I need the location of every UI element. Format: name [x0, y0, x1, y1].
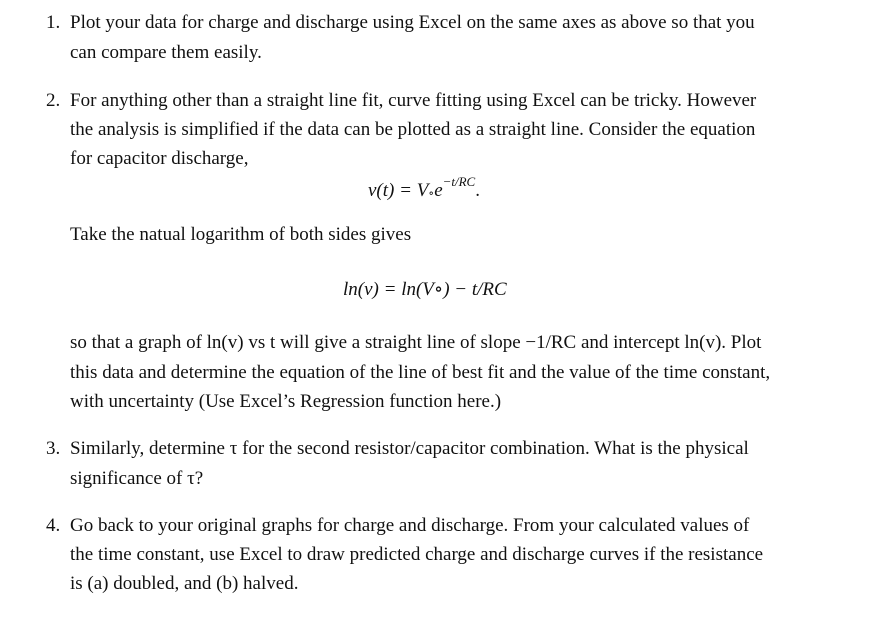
- item-text-line: can compare them easily.: [70, 42, 262, 63]
- equation-lhs: v(t) = V: [368, 180, 429, 201]
- item-text-line: Similarly, determine τ for the second resistor/capacitor combination. What is the physical: [70, 438, 749, 459]
- equation-exponent: −t/RC: [442, 173, 476, 189]
- equation-base: e: [434, 180, 443, 201]
- item-number: 4.: [46, 515, 61, 536]
- item-number: 1.: [46, 12, 61, 33]
- log-equation: [343, 278, 507, 301]
- item-text-line: Go back to your original graphs for charge and discharge. From your calculated values of: [70, 515, 750, 536]
- log-equation-text: ln(v) = ln(V∘) − t/RC: [343, 279, 507, 300]
- item-text-line: so that a graph of ln(v) vs t will give a straight line of slope −1/RC and intercept ln(v). Plot: [70, 332, 762, 353]
- take-log-text: Take the natual logarithm of both sides gives: [70, 224, 412, 245]
- item-text-line: the time constant, use Excel to draw predicted charge and discharge curves if the resistance: [70, 544, 764, 565]
- item-text-line: Plot your data for charge and discharge using Excel on the same axes as above so that you: [70, 12, 755, 33]
- item-text-line: for capacitor discharge,: [70, 148, 249, 169]
- equation-subscript: ∘: [428, 186, 435, 200]
- item-text-line: with uncertainty (Use Excel’s Regression function here.): [70, 391, 502, 412]
- discharge-equation: [368, 173, 480, 202]
- equation-end: .: [475, 180, 480, 201]
- item-text-line: this data and determine the equation of the line of best fit and the value of the time constant,: [70, 362, 771, 383]
- item-number: 2.: [46, 90, 61, 111]
- item-text-line: the analysis is simplified if the data can be plotted as a straight line. Consider the equation: [70, 119, 756, 140]
- item-number: 3.: [46, 438, 61, 459]
- item-text-line: For anything other than a straight line fit, curve fitting using Excel can be tricky. However: [70, 90, 757, 111]
- item-text-line: significance of τ?: [70, 468, 204, 489]
- item-text-line: is (a) doubled, and (b) halved.: [70, 573, 299, 594]
